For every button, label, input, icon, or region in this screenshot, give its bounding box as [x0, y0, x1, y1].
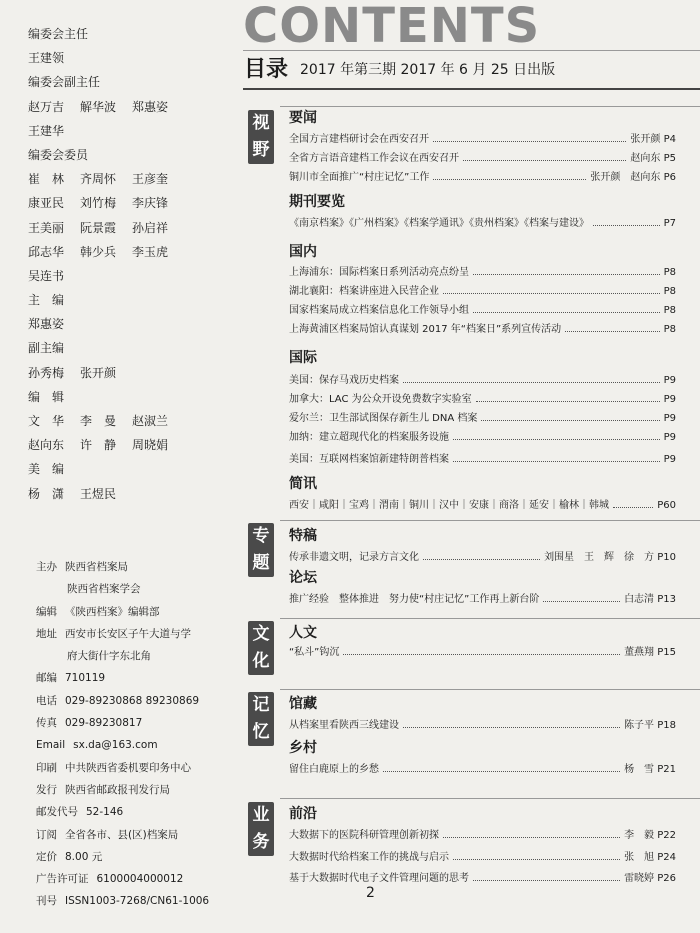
toc-entry-page: 张开颜 赵向东 P6	[590, 172, 676, 183]
toc-entry[interactable]	[289, 215, 676, 232]
mulu-title: 目录	[244, 57, 289, 82]
dot-leader	[473, 274, 660, 275]
issue-info: 2017 年第三期 2017 年 6 月 25 日出版	[300, 62, 556, 78]
toc-entry[interactable]	[289, 827, 676, 844]
publication-key: 邮发代号	[36, 806, 78, 819]
editorial-line	[28, 457, 228, 481]
toc-entry[interactable]	[289, 264, 676, 281]
toc-entry-title: 大数据下的医院科研管理创新初探	[289, 830, 439, 841]
editorial-name: 李庆锋	[132, 196, 169, 211]
editorial-name: 张开颜	[80, 365, 117, 380]
publication-line	[36, 667, 236, 689]
main-rule	[243, 88, 700, 90]
dot-leader	[343, 654, 620, 655]
publication-value: ISSN1003-7268/CN61-1006	[65, 895, 210, 908]
toc-entry-title: 铜川市全面推广“村庄记忆”工作	[289, 172, 430, 183]
editorial-list	[28, 22, 228, 506]
editorial-name: 解华波	[80, 99, 117, 114]
toc-heading: 简讯	[289, 476, 317, 492]
toc-entry[interactable]	[289, 429, 676, 446]
toc-entry-title: 西安｜咸阳｜宝鸡｜渭南｜铜川｜汉中｜安康｜商洛｜延安｜榆林｜韩城	[289, 500, 609, 511]
toc-entry[interactable]	[289, 302, 676, 319]
editorial-name: 杨 潇	[28, 486, 65, 501]
toc-heading: 人文	[289, 625, 317, 641]
toc-entry-title: 爱尔兰：卫生部试图保存新生儿 DNA 档案	[289, 413, 478, 424]
dot-leader	[473, 880, 620, 881]
editorial-name: 文 华	[28, 414, 65, 428]
publication-key: 编辑	[36, 605, 57, 618]
toc-entry-page: 雷晓婷 P26	[624, 873, 676, 884]
section-rule	[280, 520, 700, 521]
toc-entry[interactable]	[289, 410, 676, 427]
toc-entry[interactable]	[289, 372, 676, 389]
dot-leader	[543, 601, 620, 602]
section-rule	[280, 618, 700, 619]
toc-entry-page: P9	[663, 413, 676, 424]
editorial-name: 李 曼	[80, 414, 117, 428]
dot-leader	[433, 141, 626, 142]
editorial-name: 郑惠姿	[132, 99, 169, 114]
editorial-name: 美 编	[28, 462, 65, 477]
toc-entry-title: 全省方言语音建档工作会议在西安召开	[289, 153, 459, 164]
toc-entry-title: “私斗”钩沉	[289, 647, 340, 658]
section-label: 文 化	[248, 621, 274, 675]
publication-line	[36, 824, 236, 846]
dot-leader	[423, 559, 540, 560]
dot-leader	[476, 401, 660, 402]
publication-value: 陕西省档案局	[65, 561, 128, 573]
editorial-name: 主 编	[28, 293, 65, 308]
editorial-line	[28, 167, 228, 191]
dot-leader	[593, 225, 660, 226]
publication-line	[36, 868, 236, 890]
editorial-line	[28, 336, 228, 360]
publication-value: 6100004000012	[96, 873, 184, 886]
dot-leader	[481, 420, 659, 421]
toc-entry[interactable]	[289, 549, 676, 566]
toc-entry-title: 推广经验 整体推进 努力使“村庄记忆”工作再上新台阶	[289, 594, 540, 605]
dot-leader	[403, 727, 620, 728]
editorial-name: 编 辑	[28, 389, 65, 404]
toc-entry[interactable]	[289, 150, 676, 167]
toc-heading: 馆藏	[289, 696, 317, 712]
publication-info	[36, 556, 236, 913]
publication-value: 《陕西档案》编辑部	[65, 605, 160, 618]
toc-entry-page: P8	[663, 267, 676, 278]
dot-leader	[453, 439, 660, 440]
editorial-board	[28, 22, 228, 506]
toc-entry-title: 上海浦东：国际档案日系列活动亮点纷呈	[289, 267, 469, 278]
editorial-name: 王美丽	[28, 220, 65, 235]
editorial-line	[28, 240, 228, 264]
editorial-name: 邱志华	[28, 244, 65, 259]
editorial-name: 吴连书	[28, 268, 65, 283]
publication-key: 传真	[36, 717, 57, 730]
publication-value: 陕西省档案学会	[67, 583, 141, 596]
editorial-name: 王煜民	[80, 486, 117, 501]
editorial-line	[28, 70, 228, 94]
publication-line	[36, 690, 236, 712]
header-rule	[243, 50, 700, 51]
editorial-name: 周晓娟	[132, 438, 169, 453]
publication-value: 029-89230817	[65, 717, 143, 730]
publication-value: 中共陕西省委机要印务中心	[65, 761, 191, 774]
publication-line	[36, 801, 236, 823]
editorial-name: 李玉虎	[132, 244, 169, 259]
publication-key: 邮编	[36, 672, 57, 685]
editorial-name: 韩少兵	[80, 244, 117, 259]
editorial-name: 齐周怀	[80, 172, 117, 187]
publication-key: 刊号	[36, 895, 57, 908]
contents-title: CONTENTS	[243, 0, 541, 44]
toc-entry-title: 《南京档案》《广州档案》《档案学通讯》《贵州档案》《档案与建设》	[289, 218, 589, 229]
editorial-name: 刘竹梅	[80, 196, 117, 211]
toc-entry-page: P9	[663, 432, 676, 443]
toc-entry-page: 董燕翔 P15	[624, 647, 676, 658]
editorial-line	[28, 409, 228, 433]
toc-entry[interactable]	[289, 591, 676, 608]
editorial-line	[28, 119, 228, 143]
publication-line	[36, 757, 236, 779]
publication-line	[36, 734, 236, 756]
toc-heading: 国际	[289, 350, 317, 366]
toc-entry-title: 美国：互联网档案馆新建特朗普档案	[289, 454, 449, 465]
toc-entry[interactable]	[289, 451, 676, 468]
publication-value: 710119	[65, 672, 106, 685]
toc-entry-page: 陈子平 P18	[624, 720, 676, 731]
dot-leader	[613, 507, 653, 508]
editorial-line	[28, 22, 228, 46]
toc-heading: 国内	[289, 244, 317, 260]
publication-line	[36, 712, 236, 734]
editorial-line	[28, 143, 228, 167]
publication-value: sx.da@163.com	[73, 739, 158, 752]
toc-entry-title: 湖北襄阳：档案讲座进入民营企业	[289, 286, 439, 297]
toc-entry-title: 加纳：建立超现代化的档案服务设施	[289, 432, 449, 443]
toc-entry[interactable]	[289, 644, 676, 661]
publication-value: 52-146	[86, 806, 124, 819]
toc-entry-page: P60	[657, 500, 676, 511]
dot-leader	[383, 771, 620, 772]
section-rule	[280, 689, 700, 690]
toc-heading: 乡村	[289, 740, 317, 756]
toc-entry[interactable]	[289, 391, 676, 408]
toc-entry[interactable]	[289, 849, 676, 866]
toc-entry-page: P8	[663, 324, 676, 335]
dot-leader	[443, 293, 660, 294]
editorial-name: 孙秀梅	[28, 365, 65, 380]
editorial-line	[28, 264, 228, 288]
publication-key: 电话	[36, 694, 57, 707]
toc-entry-title: 大数据时代给档案工作的挑战与启示	[289, 852, 449, 863]
editorial-line	[28, 482, 228, 506]
editorial-line	[28, 433, 228, 457]
editorial-line	[28, 46, 228, 70]
editorial-name: 王彦奎	[132, 172, 169, 187]
publication-value: 陕西省邮政报刊发行局	[65, 783, 170, 796]
editorial-line	[28, 95, 228, 119]
toc-entry-page: 赵向东 P5	[630, 153, 676, 164]
toc-entry-title: 国家档案局成立档案信息化工作领导小组	[289, 305, 469, 316]
section-label: 视 野	[248, 110, 274, 164]
publication-value: 西安市长安区子午大道与学	[65, 627, 191, 640]
toc-entry-page: P9	[663, 454, 676, 465]
editorial-name: 编委会副主任	[28, 75, 101, 90]
toc-entry-page: 白志清 P13	[624, 594, 676, 605]
publication-value: 全省各市、县(区)档案局	[65, 828, 179, 841]
toc-entry-page: P9	[663, 394, 676, 405]
toc-entry-title: 加拿大：LAC 为公众开设免费数字实验室	[289, 394, 472, 405]
publication-key: 定价	[36, 850, 57, 863]
publication-key: 订阅	[36, 828, 57, 841]
editorial-name: 赵向东	[28, 438, 65, 453]
editorial-name: 崔 林	[28, 172, 65, 187]
editorial-line	[28, 385, 228, 409]
editorial-name: 编委会委员	[28, 147, 89, 162]
dot-leader	[463, 160, 626, 161]
editorial-name: 副主编	[28, 341, 65, 356]
toc-entry-page: 刘围星 王 辉 徐 方 P10	[544, 552, 676, 563]
toc-entry-title: 传承非遗文明，记录方言文化	[289, 552, 419, 563]
editorial-name: 赵万吉	[28, 99, 65, 114]
toc-entry[interactable]	[289, 717, 676, 734]
editorial-name: 王建领	[28, 51, 65, 66]
section-rule	[280, 798, 700, 799]
toc-heading: 论坛	[289, 570, 317, 586]
dot-leader	[403, 382, 660, 383]
toc-entry[interactable]	[289, 283, 676, 300]
section-rule	[280, 106, 700, 107]
publication-line	[36, 645, 236, 667]
dot-leader	[453, 859, 620, 860]
toc-entry-page: P9	[663, 375, 676, 386]
editorial-name: 郑惠姿	[28, 317, 65, 332]
toc-heading: 特稿	[289, 528, 317, 544]
publication-line	[36, 846, 236, 868]
publication-line	[36, 623, 236, 645]
section-label: 专 题	[248, 523, 274, 577]
dot-leader	[433, 179, 586, 180]
toc-entry-title: 上海黄浦区档案局馆认真谋划 2017 年“档案日”系列宣传活动	[289, 324, 562, 335]
publication-key: 广告许可证	[36, 873, 89, 886]
toc-entry-title: 美国：保存马戏历史档案	[289, 375, 399, 386]
dot-leader	[473, 312, 660, 313]
editorial-name: 编委会主任	[28, 27, 89, 41]
section-label: 记 忆	[248, 692, 274, 746]
dot-leader	[453, 461, 660, 462]
toc-entry[interactable]	[289, 497, 676, 514]
editorial-line	[28, 216, 228, 240]
editorial-name: 阮景霞	[80, 220, 117, 235]
publication-value: 8.00 元	[65, 850, 103, 863]
toc-entry-title: 从档案里看陕西三线建设	[289, 720, 399, 731]
dot-leader	[565, 331, 659, 332]
publication-key: 地址	[36, 627, 57, 640]
toc-heading: 要闻	[289, 110, 317, 126]
toc-entry-title: 全国方言建档研讨会在西安召开	[289, 134, 429, 145]
toc-heading: 前沿	[289, 806, 317, 822]
publication-key: Email	[36, 739, 66, 752]
toc-entry[interactable]	[289, 761, 676, 778]
toc-entry[interactable]	[289, 169, 676, 186]
editorial-line	[28, 288, 228, 312]
editorial-name: 赵淑兰	[132, 414, 169, 428]
toc-entry-page: P8	[663, 286, 676, 297]
toc-entry[interactable]	[289, 131, 676, 148]
toc-heading: 期刊要览	[289, 194, 345, 210]
publication-key: 印刷	[36, 761, 57, 774]
publication-line	[36, 779, 236, 801]
toc-entry-page: P7	[663, 218, 676, 229]
editorial-name: 孙启祥	[132, 220, 169, 235]
publication-line	[36, 578, 236, 600]
toc-entry[interactable]	[289, 321, 676, 338]
toc-entry-page: 李 毅 P22	[624, 830, 676, 841]
editorial-line	[28, 312, 228, 336]
toc-entry-page: 张开颜 P4	[630, 134, 676, 145]
editorial-name: 王建华	[28, 123, 65, 138]
dot-leader	[443, 837, 620, 838]
publication-line	[36, 601, 236, 623]
toc-entry-page: P8	[663, 305, 676, 316]
toc-entry-title: 基于大数据时代电子文件管理问题的思考	[289, 873, 469, 884]
editorial-name: 许 静	[80, 438, 117, 453]
editorial-line	[28, 191, 228, 215]
editorial-line	[28, 361, 228, 385]
publication-value: 府大街什字东北角	[67, 650, 151, 663]
editorial-name: 康亚民	[28, 196, 65, 211]
toc-entry-title: 留住白鹿原上的乡愁	[289, 764, 379, 775]
page-number: 2	[366, 885, 375, 901]
toc-entry[interactable]	[289, 870, 676, 887]
section-label: 业 务	[248, 802, 274, 856]
publication-line	[36, 556, 236, 578]
toc-entry-page: 张 旭 P24	[624, 852, 676, 863]
publication-key: 主办	[36, 561, 57, 573]
publication-value: 029-89230868 89230869	[65, 694, 200, 707]
toc-entry-page: 杨 雪 P21	[624, 764, 676, 775]
publication-key: 发行	[36, 783, 57, 796]
publication-line	[36, 890, 236, 912]
